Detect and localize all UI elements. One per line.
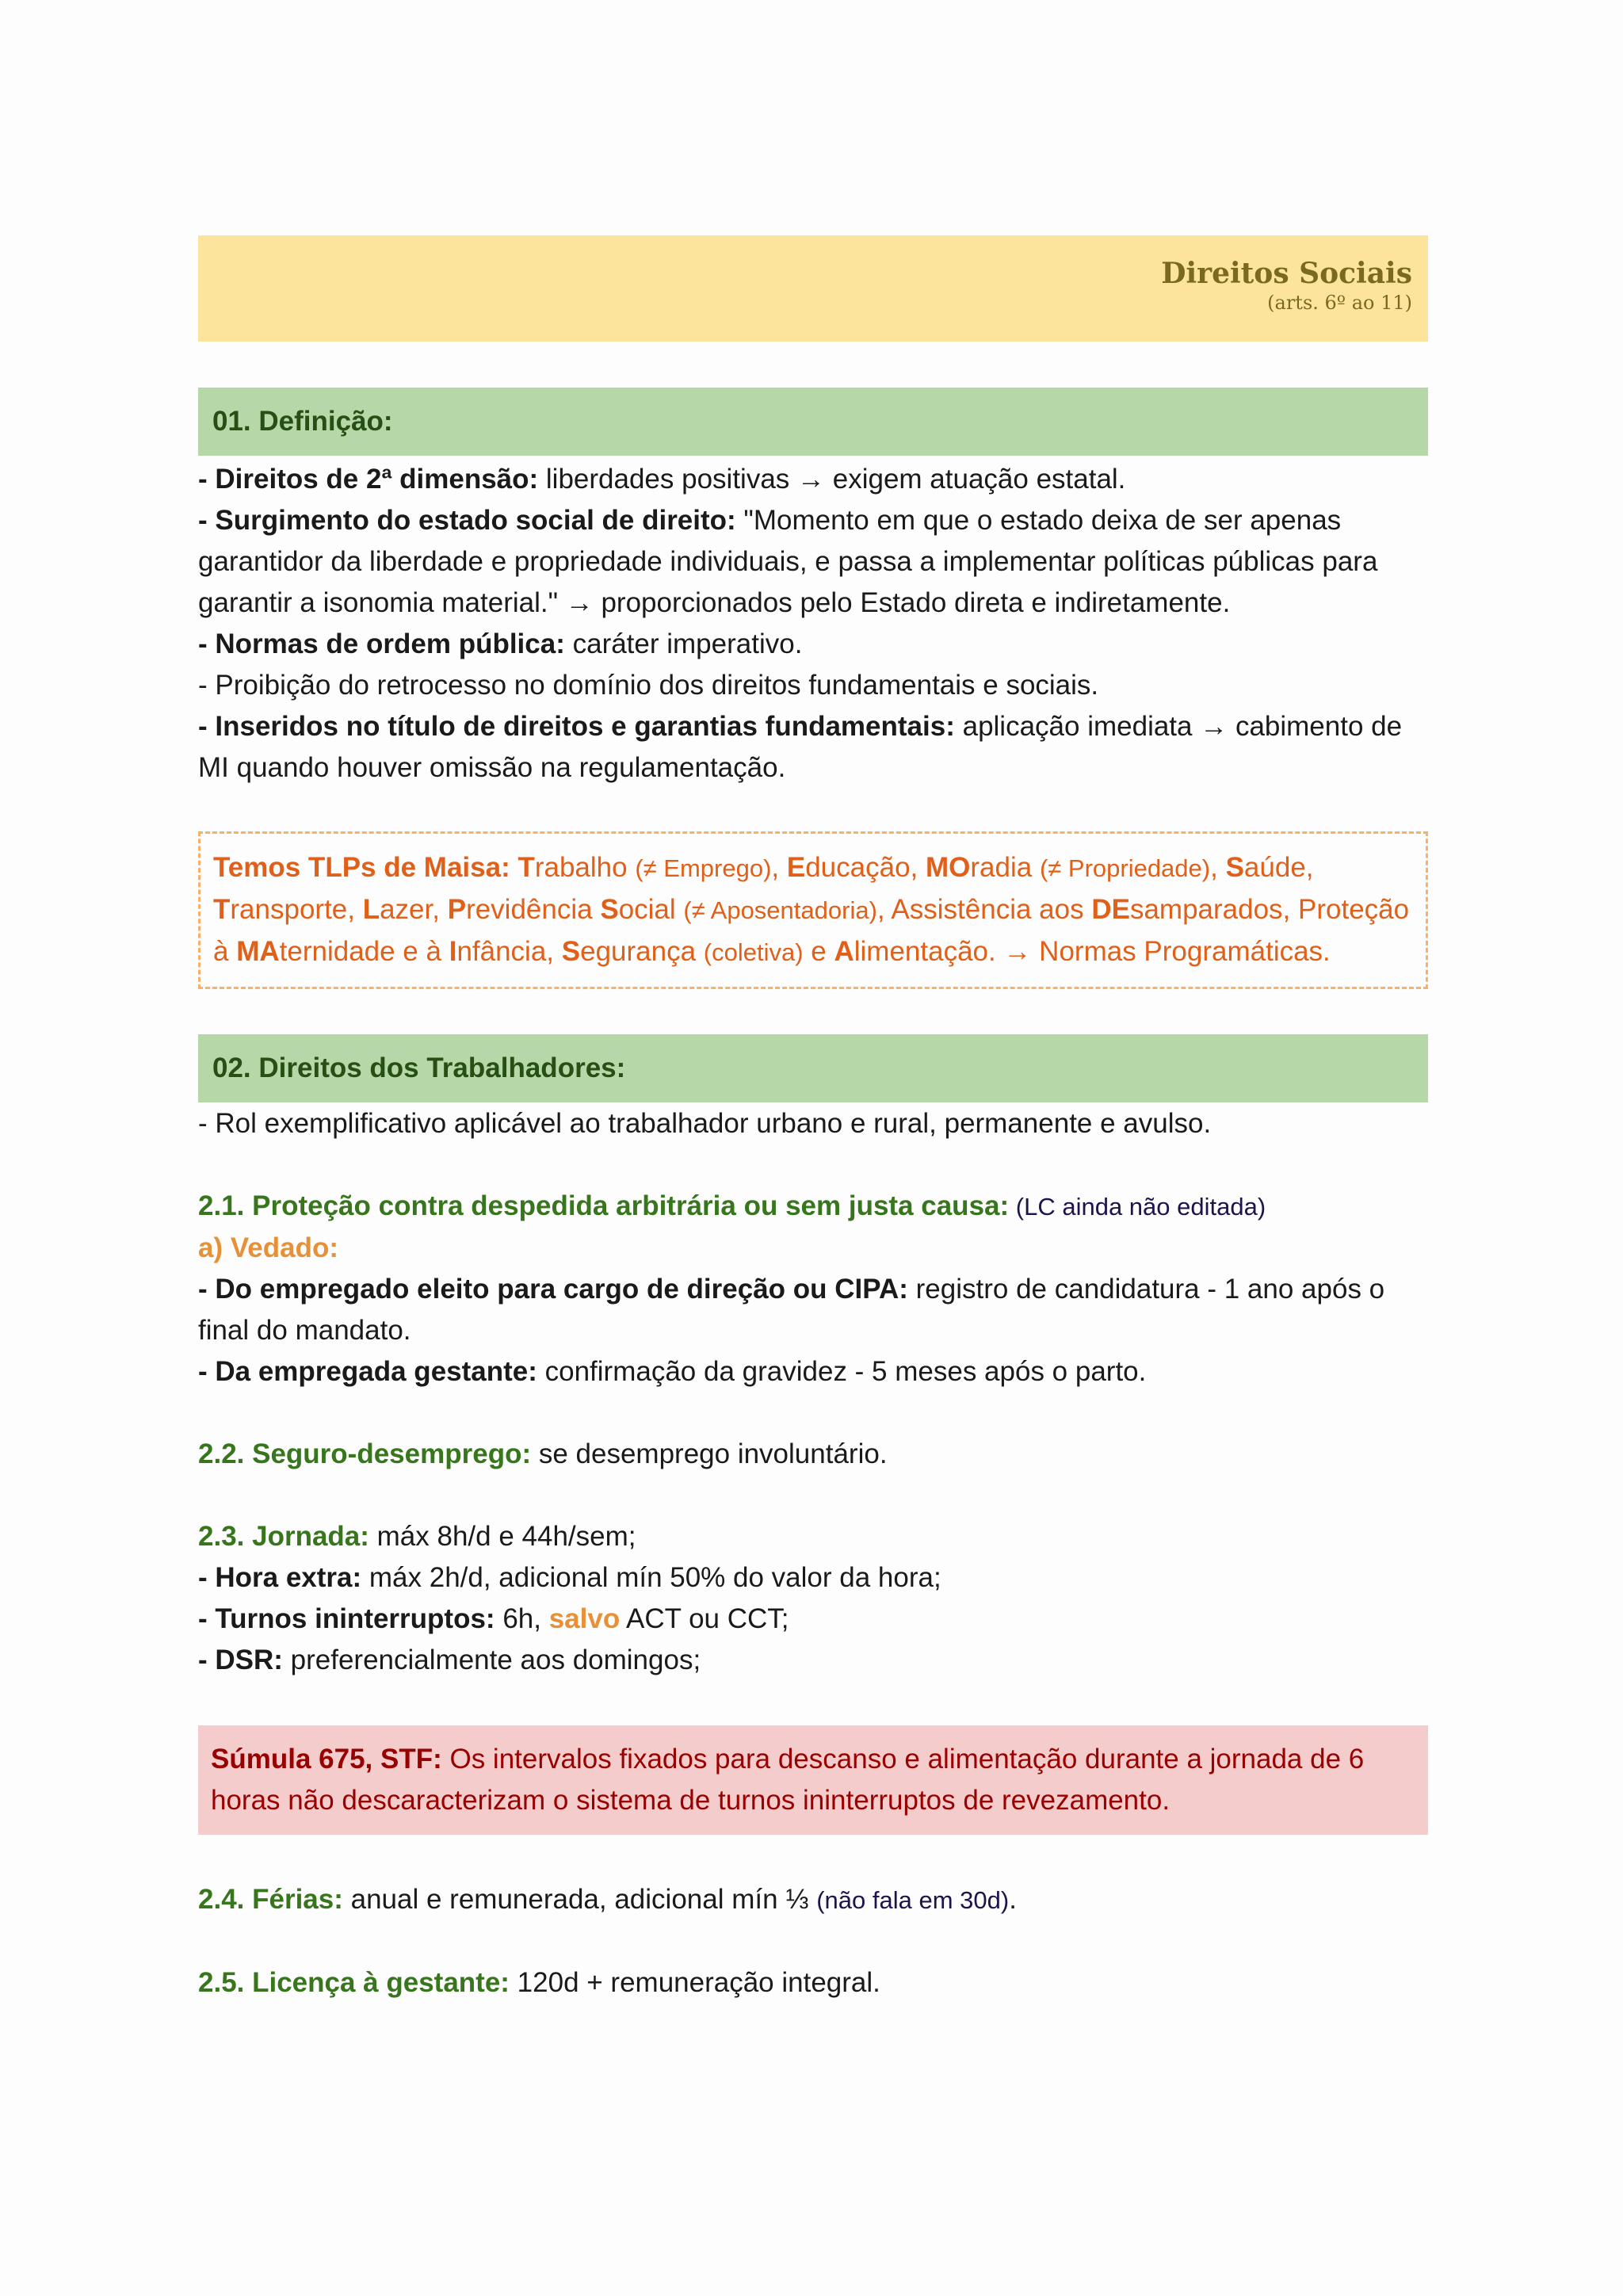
mnemonic-segment: ducação, bbox=[805, 852, 926, 883]
mnemonic-segment: nfância, bbox=[456, 936, 562, 967]
mnemonic-segment: limentação. → Normas Programáticas. bbox=[854, 936, 1331, 967]
sumula-text: Súmula 675, STF: Os intervalos fixados para descanso e alimentação durante a jornada de 6 horas não descaracterizam o sistema de turnos ininterruptos de revezamento. bbox=[211, 1744, 1365, 1816]
mnemonic-segment: aúde, bbox=[1243, 852, 1314, 883]
mnemonic-segment: azer, bbox=[380, 894, 448, 925]
mnemonic-segment: samparados, Proteção à bbox=[213, 894, 1410, 967]
mnemonic-segment: E bbox=[786, 852, 806, 883]
title-banner bbox=[198, 235, 1428, 342]
paragraph: - Rol exemplificativo aplicável ao trabalhador urbano e rural, permanente e avulso. bbox=[198, 1108, 1212, 1139]
mnemonic-segment: MO bbox=[925, 852, 971, 883]
mnemonic-segment: (≠ Propriedade) bbox=[1039, 854, 1211, 882]
mnemonic-segment: (≠ Aposentadoria) bbox=[683, 896, 877, 924]
mnemonic-segment: (≠ Emprego) bbox=[635, 854, 772, 882]
mnemonic-segment: S bbox=[1225, 852, 1244, 883]
mnemonic-segment: DE bbox=[1091, 894, 1130, 925]
mnemonic-segment: , bbox=[771, 852, 787, 883]
paragraph: - Hora extra: máx 2h/d, adicional mín 50% do valor da hora; bbox=[198, 1562, 941, 1593]
mnemonic-segment: , bbox=[1210, 852, 1226, 883]
section-2-header bbox=[198, 1034, 1428, 1102]
paragraph: - Normas de ordem pública: caráter imperativo. bbox=[198, 628, 803, 659]
paragraph: - Inseridos no título de direitos e garantias fundamentais: aplicação imediata → cabimento de MI quando houver omissão na regulamentação. bbox=[198, 711, 1403, 783]
section-1-header bbox=[198, 388, 1428, 456]
subheading-2-1: 2.1. Proteção contra despedida arbitrária ou sem justa causa: (LC ainda não editada) bbox=[198, 1190, 1266, 1221]
mnemonic-segment: S bbox=[600, 894, 619, 925]
subheading-2-3: 2.3. Jornada: máx 8h/d e 44h/sem; bbox=[198, 1521, 636, 1552]
mnemonic-segment: T bbox=[213, 894, 231, 925]
mnemonic-segment: egurança bbox=[580, 936, 704, 967]
mnemonic-text bbox=[213, 847, 1413, 973]
mnemonic-segment: e bbox=[803, 936, 834, 967]
mnemonic-segment: T bbox=[517, 852, 535, 883]
section-1-title: 01. Definição: bbox=[212, 406, 393, 437]
mnemonic-segment: (coletiva) bbox=[703, 938, 804, 966]
mnemonic-segment: revidência bbox=[466, 894, 601, 925]
paragraph: - Surgimento do estado social de direito: "Momento em que o estado deixa de ser apenas garantidor da liberdade e propriedade individuais, e passa a implementar políticas públicas para garantir a isonomia material." → proporcionados pelo Estado direta e indiretamente. bbox=[198, 505, 1378, 618]
mnemonic-segment: MA bbox=[236, 936, 280, 967]
mnemonic-segment: I bbox=[449, 936, 457, 967]
section-2-body bbox=[198, 1103, 1428, 1681]
mnemonic-segment: Temos TLPs de Maisa: bbox=[213, 852, 518, 883]
mnemonic-segment: ternidade e à bbox=[279, 936, 449, 967]
sumula-box bbox=[198, 1725, 1428, 1835]
mnemonic-box bbox=[198, 831, 1428, 989]
mnemonic-segment: S bbox=[561, 936, 581, 967]
mnemonic-segment: L bbox=[362, 894, 380, 925]
mnemonic-segment: ocial bbox=[618, 894, 684, 925]
paragraph: - Direitos de 2ª dimensão: liberdades positivas → exigem atuação estatal. bbox=[198, 464, 1126, 495]
section-1-body bbox=[198, 459, 1428, 789]
mnemonic-segment: rabalho bbox=[534, 852, 636, 883]
paragraph: - Turnos ininterruptos: 6h, salvo ACT ou CCT; bbox=[198, 1603, 789, 1634]
page-title: Direitos Sociais bbox=[1161, 257, 1412, 290]
vedado-label: a) Vedado: bbox=[198, 1232, 338, 1263]
paragraph: - Da empregada gestante: confirmação da gravidez - 5 meses após o parto. bbox=[198, 1356, 1147, 1387]
paragraph: - DSR: preferencialmente aos domingos; bbox=[198, 1645, 701, 1675]
subheading-2-4: 2.4. Férias: anual e remunerada, adicional mín ⅓ (não fala em 30d). bbox=[198, 1884, 1017, 1915]
mnemonic-segment: A bbox=[834, 936, 854, 967]
page-subtitle: (arts. 6º ao 11) bbox=[1267, 292, 1412, 314]
subheading-2-5: 2.5. Licença à gestante: 120d + remuneração integral. bbox=[198, 1967, 880, 1998]
document-page bbox=[198, 235, 1428, 2004]
mnemonic-segment: , Assistência aos bbox=[876, 894, 1092, 925]
mnemonic-segment: radia bbox=[970, 852, 1040, 883]
section-2-title: 02. Direitos dos Trabalhadores: bbox=[212, 1052, 626, 1083]
paragraph: - Proibição do retrocesso no domínio dos direitos fundamentais e sociais. bbox=[198, 670, 1099, 701]
paragraph: - Do empregado eleito para cargo de direção ou CIPA: registro de candidatura - 1 ano após o final do mandato. bbox=[198, 1274, 1385, 1346]
mnemonic-segment: ransporte, bbox=[230, 894, 363, 925]
subheading-2-2: 2.2. Seguro-desemprego: se desemprego involuntário. bbox=[198, 1438, 888, 1469]
mnemonic-segment: P bbox=[447, 894, 467, 925]
